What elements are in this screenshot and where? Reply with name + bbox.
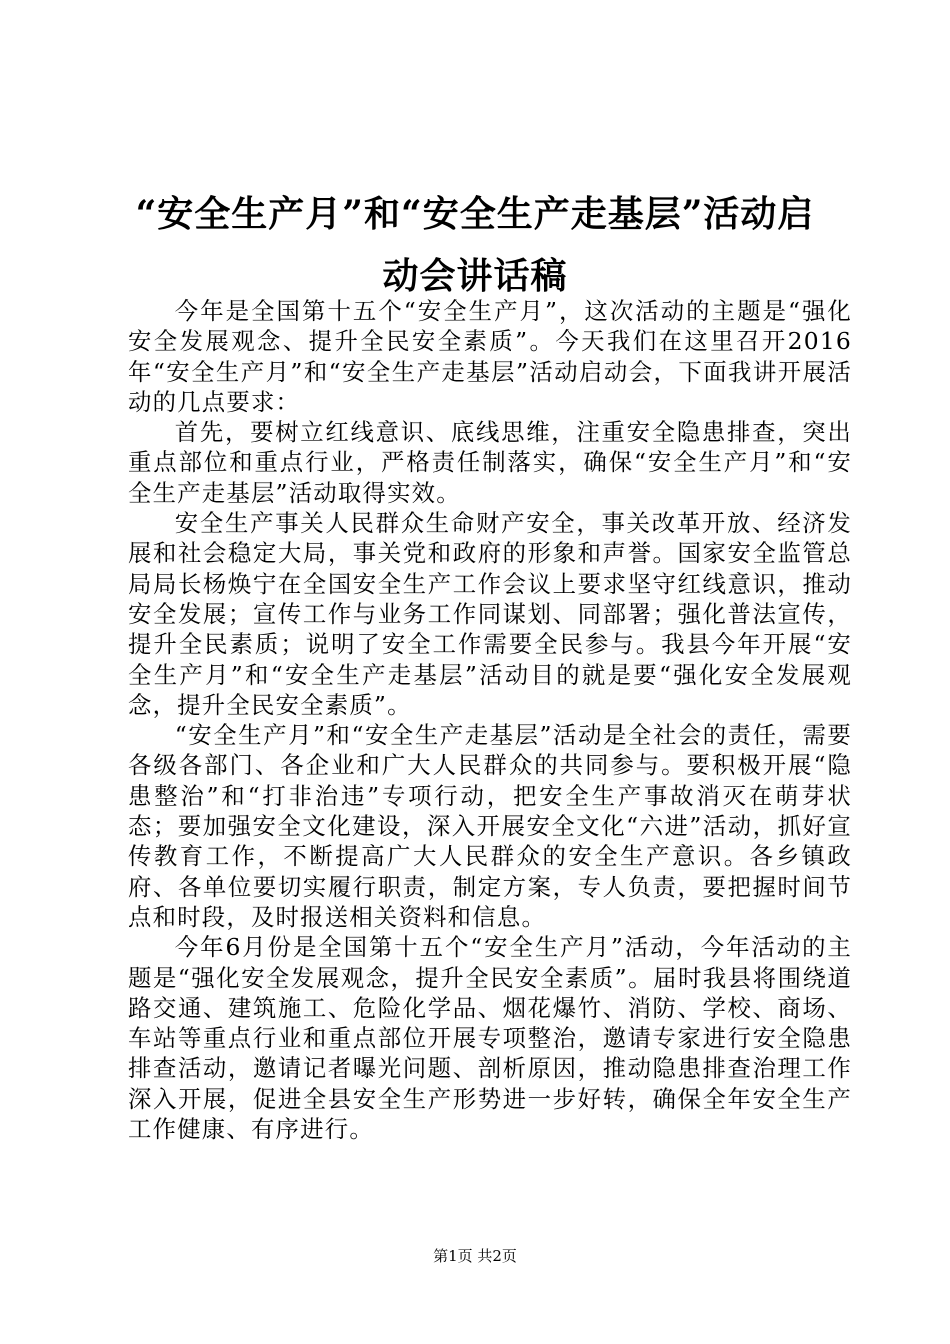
paragraph-4: “安全生产月”和“安全生产走基层”活动是全社会的责任，需要各级各部门、各企业和广大人民群众的共同参与。要积极开展“隐患整治”和“打非治违”专项行动，把安全生产事故消灭在萌芽状态；要加强安全文化建设，深入开展安全文化“六进”活动，抓好宣传教育工作，不断提高广大人民群众的安全生产意识。各乡镇政府、各单位要切实履行职责，制定方案，专人负责，要把握时间节点和时段，及时报送相关资料和信息。 <box>128 721 852 931</box>
document-title-line-2: 动会讲话稿 <box>382 255 568 297</box>
paragraph-2: 首先，要树立红线意识、底线思维，注重安全隐患排查，突出重点部位和重点行业，严格责任制落实，确保“安全生产月”和“安全生产走基层”活动取得实效。 <box>128 418 852 507</box>
document-body <box>128 296 852 1144</box>
paragraph-1: 今年是全国第十五个“安全生产月”，这次活动的主题是“强化安全发展观念、提升全民安全素质”。今天我们在这里召开2016年“安全生产月”和“安全生产走基层”活动启动会，下面我讲开展活动的几点要求： <box>128 297 852 416</box>
paragraph-3: 安全生产事关人民群众生命财产安全，事关改革开放、经济发展和社会稳定大局，事关党和政府的形象和声誉。国家安全监管总局局长杨焕宁在全国安全生产工作会议上要求坚守红线意识，推动安全发展；宣传工作与业务工作同谋划、同部署；强化普法宣传，提升全民素质；说明了安全工作需要全民参与。我县今年开展“安全生产月”和“安全生产走基层”活动目的就是要“强化安全发展观念，提升全民安全素质”。 <box>128 509 852 719</box>
page-footer: 第1页 共2页 <box>433 1247 517 1265</box>
document-title-line-1: “安全生产月”和“安全生产走基层”活动启 <box>135 193 815 235</box>
paragraph-5: 今年6月份是全国第十五个“安全生产月”活动，今年活动的主题是“强化安全发展观念，提升全民安全素质”。届时我县将围绕道路交通、建筑施工、危险化学品、烟花爆竹、消防、学校、商场、车站等重点行业和重点部位开展专项整治，邀请专家进行安全隐患排查活动，邀请记者曝光问题、剖析原因，推动隐患排查治理工作深入开展，促进全县安全生产形势进一步好转，确保全年安全生产工作健康、有序进行。 <box>128 933 852 1144</box>
